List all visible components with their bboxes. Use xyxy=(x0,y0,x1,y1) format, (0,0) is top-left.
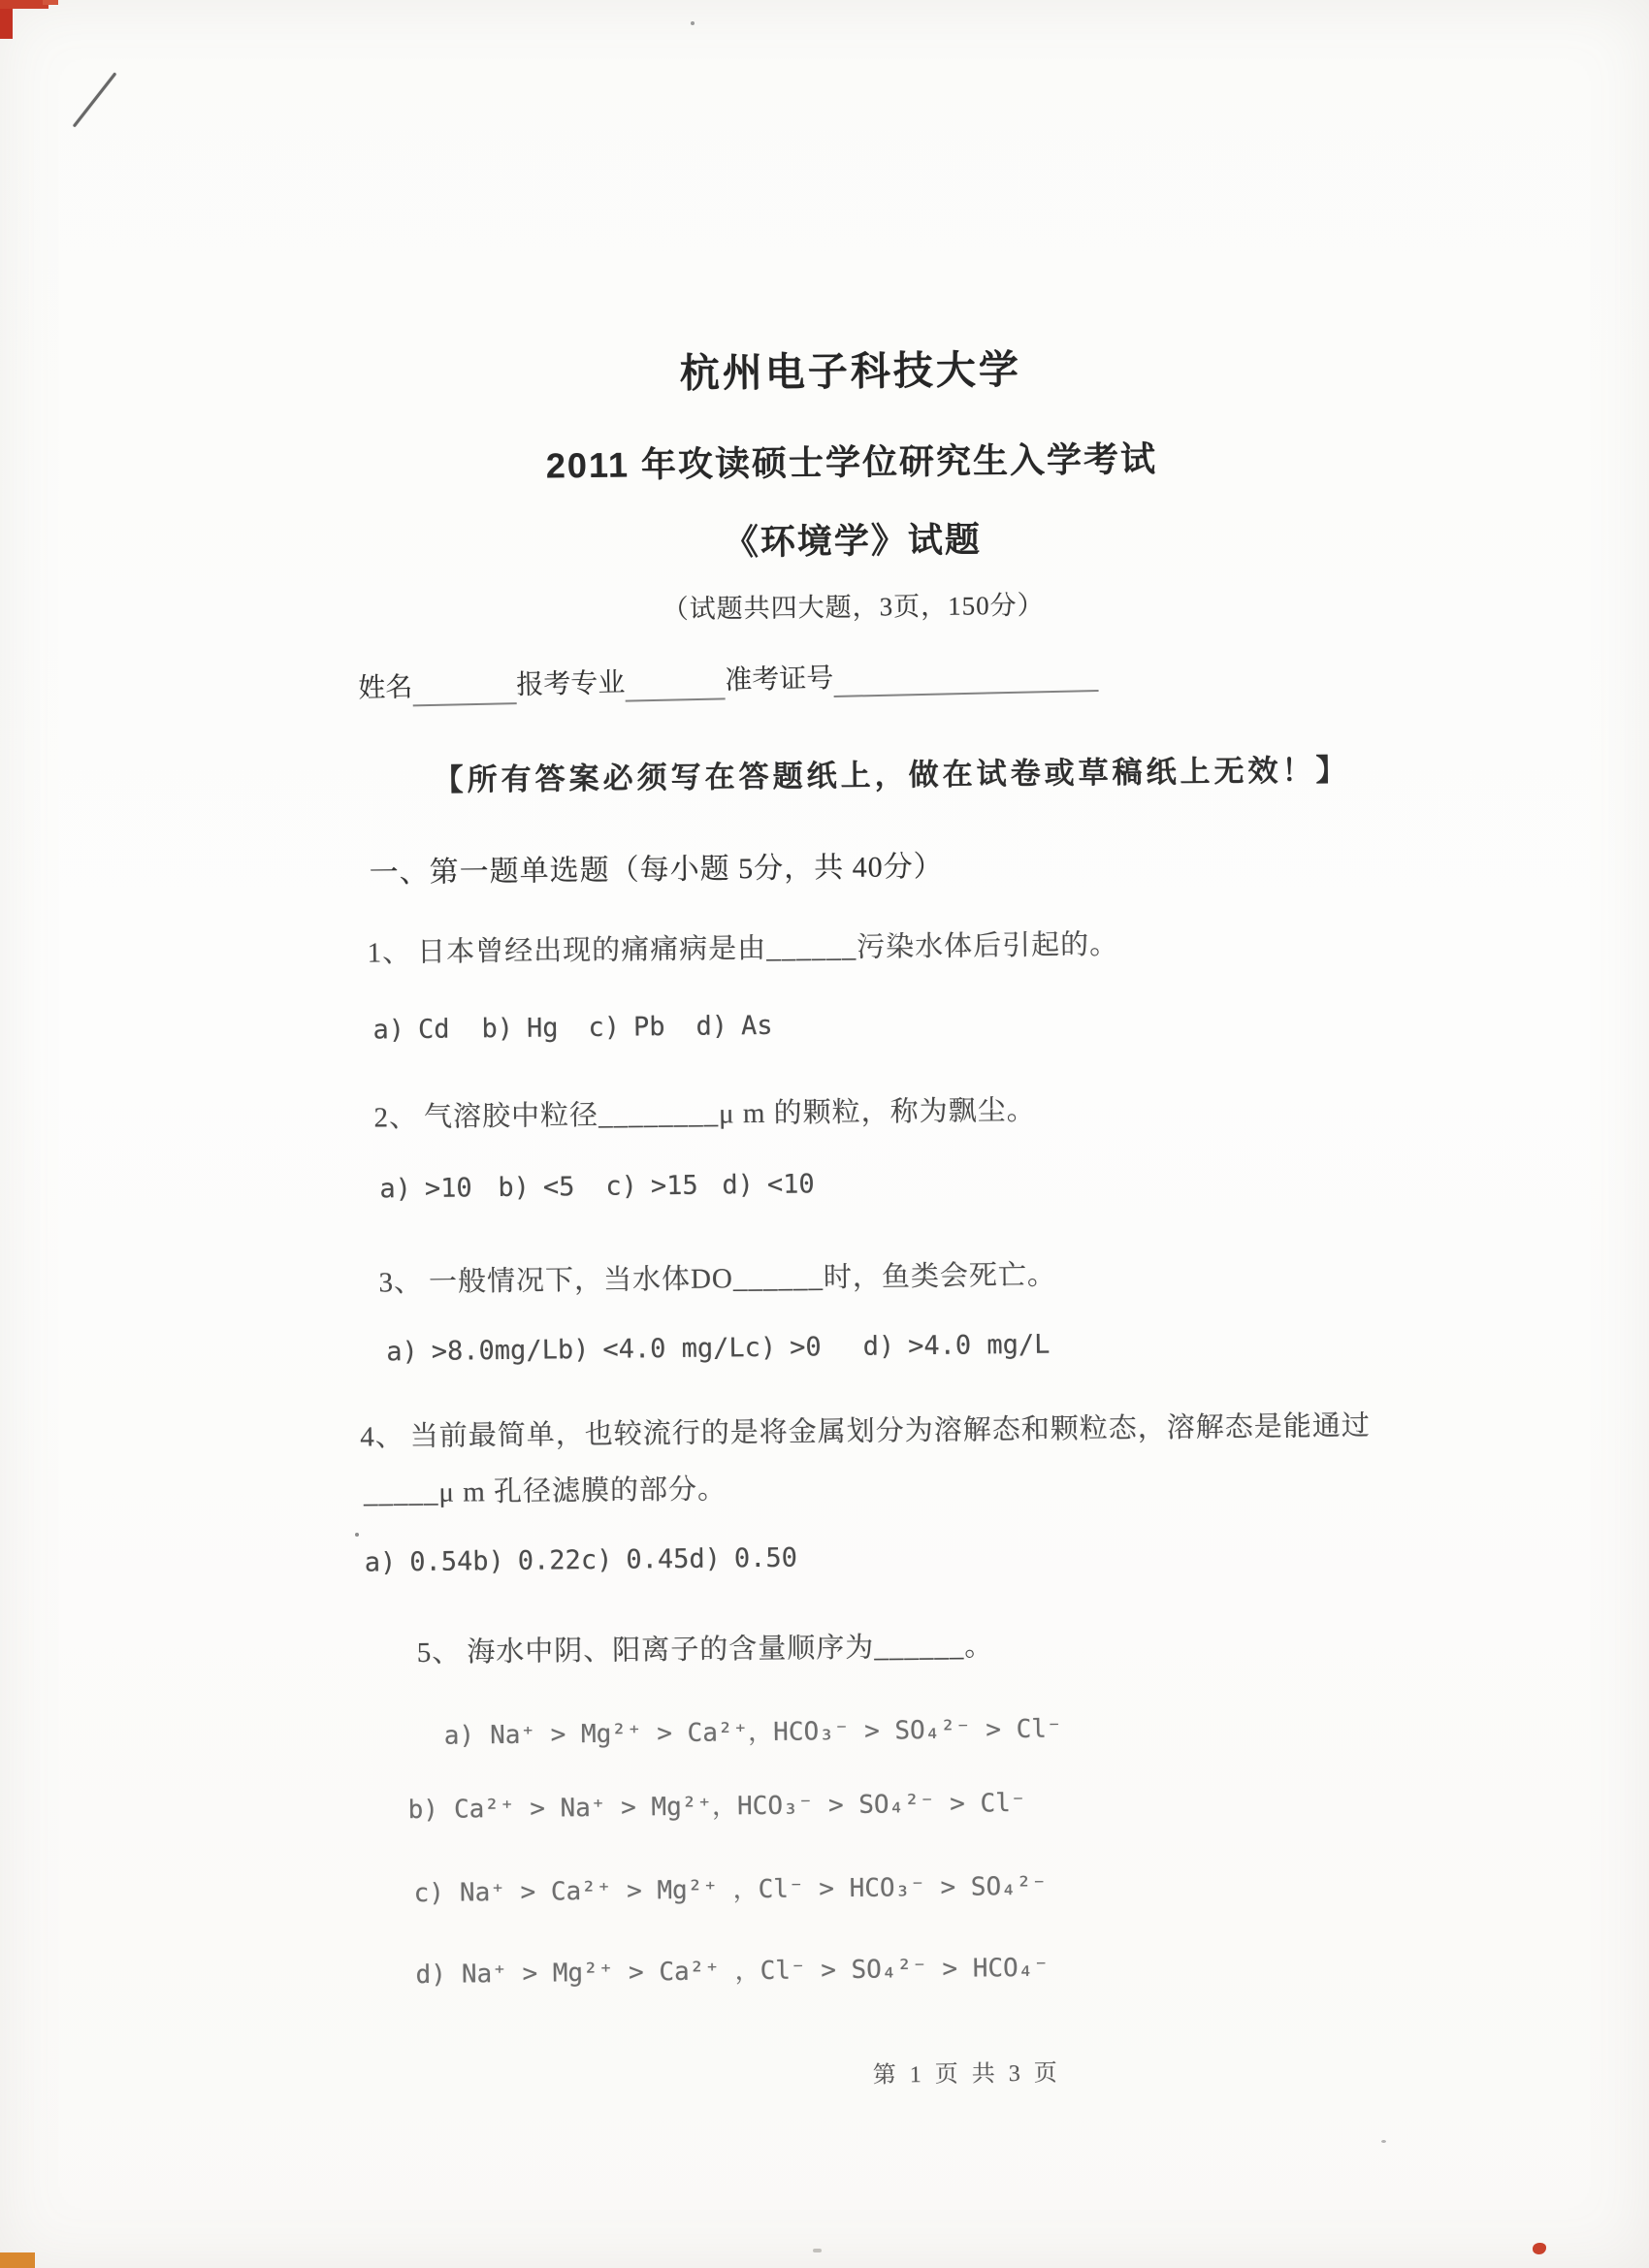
question-4-option-c: c) 0.45 xyxy=(580,1543,690,1576)
question-5 xyxy=(417,1624,994,1670)
exam-info-line: （试题共四大题，3页，150分） xyxy=(662,590,1045,625)
name-blank-line xyxy=(412,669,517,706)
question-3-option-b: b) <4.0 mg/L xyxy=(557,1333,745,1366)
scan-artifact-speck xyxy=(813,2249,822,2252)
question-5-option-a: a) Na⁺ > Mg²⁺ > Ca²⁺，HCO₃⁻ > SO₄²⁻ > Cl⁻ xyxy=(443,1714,1062,1751)
scan-artifact-red-notch xyxy=(43,0,58,5)
question-1-options xyxy=(372,1011,772,1046)
question-4-text-line2: _____μ m 孔径滤膜的部分。 xyxy=(363,1474,728,1509)
page-number-footer: 第 1 页 共 3 页 xyxy=(872,2060,1061,2089)
question-2-text: 气溶胶中粒径________μ m 的颗粒，称为飘尘。 xyxy=(423,1094,1036,1133)
answer-sheet-notice: 【所有答案必须写在答题纸上，做在试卷或草稿纸上无效！】 xyxy=(433,753,1350,797)
question-4-option-d: d) 0.50 xyxy=(689,1542,798,1574)
question-3-options xyxy=(386,1330,1051,1368)
scan-artifact-orange-bottom-edge xyxy=(0,2252,35,2268)
question-4-option-a: a) 0.54 xyxy=(364,1546,473,1578)
question-2-option-c: c) >15 xyxy=(605,1170,698,1202)
question-5-option-b: b) Ca²⁺ > Na⁺ > Mg²⁺，HCO₃⁻ > SO₄²⁻ > Cl⁻ xyxy=(407,1788,1026,1826)
question-3-number: 3、 xyxy=(378,1266,424,1299)
question-3 xyxy=(378,1253,1056,1301)
question-3-option-a: a) >8.0mg/L xyxy=(386,1335,559,1368)
question-1-text: 日本曾经出现的痛痛病是由______污染水体后引起的。 xyxy=(416,928,1119,968)
ticket-label: 准考证号 xyxy=(724,663,834,697)
major-label: 报考专业 xyxy=(515,667,626,701)
section-one-heading: 一、第一题单选题（每小题 5分，共 40分） xyxy=(369,850,944,890)
question-4 xyxy=(360,1404,1371,1455)
question-3-text: 一般情况下，当水体DO______时，鱼类会死亡。 xyxy=(428,1259,1057,1298)
ticket-blank-line xyxy=(833,657,1099,697)
question-2-number: 2、 xyxy=(373,1101,419,1134)
subject-title: 《环境学》试题 xyxy=(723,519,983,563)
scan-artifact-speck xyxy=(691,21,695,25)
question-3-option-c: c) >0 xyxy=(744,1332,822,1364)
question-1 xyxy=(367,923,1118,971)
question-5-number: 5、 xyxy=(416,1636,462,1669)
question-1-option-c: c) Pb xyxy=(588,1012,665,1043)
question-5-text: 海水中阴、阳离子的含量顺序为______。 xyxy=(467,1631,994,1669)
question-2-options xyxy=(379,1169,815,1204)
name-label: 姓名 xyxy=(358,672,413,704)
question-2-option-b: b) <5 xyxy=(498,1172,575,1204)
candidate-fields-row xyxy=(358,651,1099,708)
question-2 xyxy=(373,1088,1036,1136)
question-4-number: 4、 xyxy=(360,1421,404,1453)
question-3-option-d: d) >4.0 mg/L xyxy=(862,1329,1051,1362)
university-title: 杭州电子科技大学 xyxy=(679,346,1022,396)
scan-artifact-speck xyxy=(1381,2140,1386,2143)
question-1-option-b: b) Hg xyxy=(481,1013,559,1045)
scan-artifact-red-top-edge xyxy=(0,0,48,9)
major-blank-line xyxy=(625,664,726,701)
question-1-number: 1、 xyxy=(367,937,412,969)
question-5-option-d: d) Na⁺ > Mg²⁺ > Ca²⁺ ，Cl⁻ > SO₄²⁻ > HCO₄⁻ xyxy=(415,1953,1050,1991)
question-1-option-d: d) As xyxy=(695,1010,773,1042)
scan-artifact-speck xyxy=(355,1533,359,1537)
question-4-options xyxy=(365,1543,798,1578)
exam-title: 2011 年攻读硕士学位研究生入学考试 xyxy=(545,438,1158,486)
question-2-option-d: d) <10 xyxy=(722,1169,815,1201)
question-4-text: 当前最简单，也较流行的是将金属划分为溶解态和颗粒态，溶解态是能通过 xyxy=(409,1409,1371,1453)
question-1-option-a: a) Cd xyxy=(372,1014,450,1046)
question-5-option-c: c) Na⁺ > Ca²⁺ > Mg²⁺ ，Cl⁻ > HCO₃⁻ > SO₄²⁻ xyxy=(413,1871,1048,1909)
question-4-option-b: b) 0.22 xyxy=(472,1545,582,1577)
question-2-option-a: a) >10 xyxy=(379,1173,472,1205)
